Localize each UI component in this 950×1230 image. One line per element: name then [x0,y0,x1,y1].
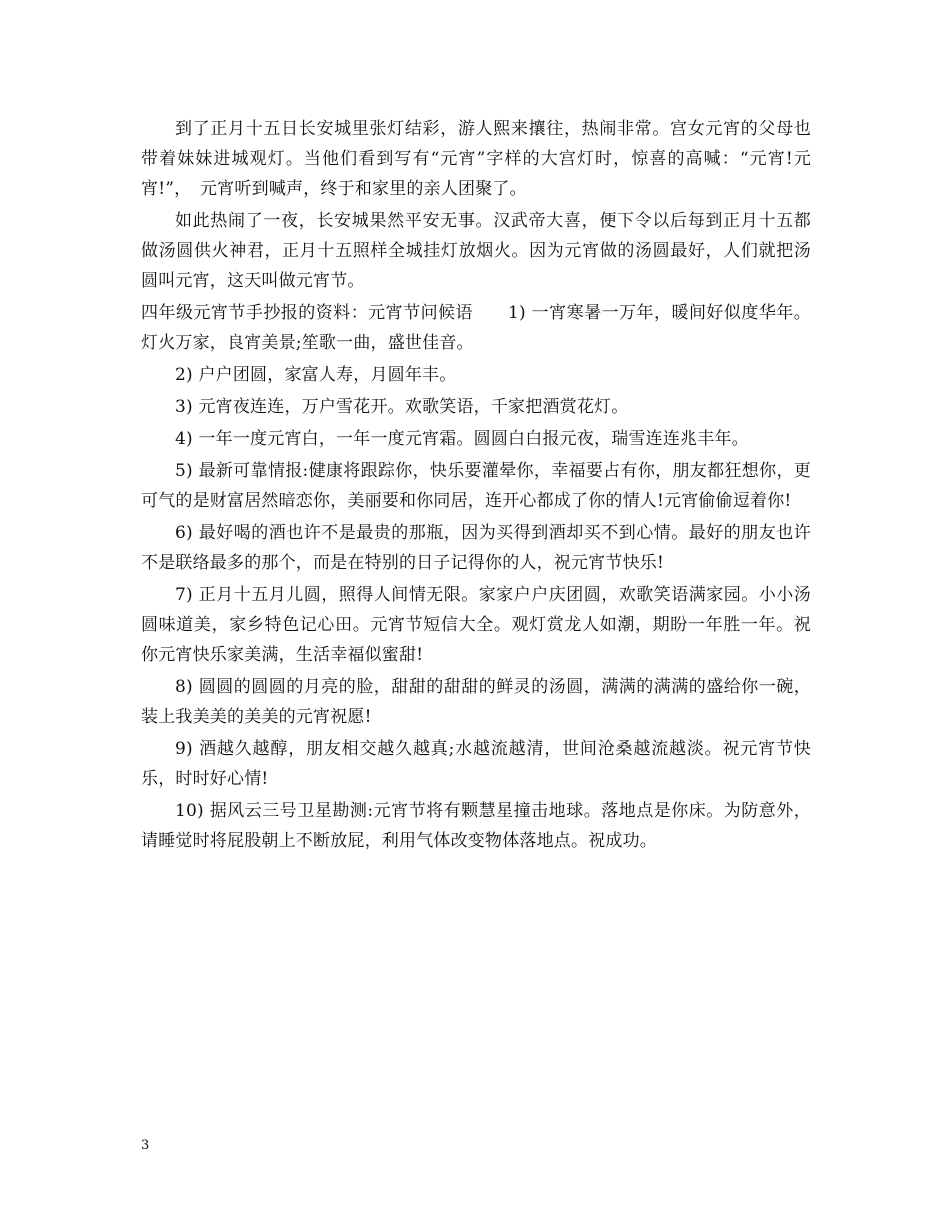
document-body [141,114,811,858]
paragraph-7: 5) 最新可靠情报:健康将跟踪你，快乐要灌晕你，幸福要占有你，朋友都狂想你，更可气的是财富居然暗恋你，美丽要和你同居，连开心都成了你的情人!元宵偷偷逗着你! [141,461,811,511]
paragraph-10: 8) 圆圆的圆圆的月亮的脸，甜甜的甜甜的鲜灵的汤圆，满满的满满的盛给你一碗，装上我美美的美美的元宵祝愿! [141,677,811,727]
paragraph-2: 如此热闹了一夜，长安城果然平安无事。汉武帝大喜，便下令以后每到正月十五都做汤圆供火神君，正月十五照样全城挂灯放烟火。因为元宵做的汤圆最好，人们就把汤圆叫元宵，这天叫做元宵节。 [141,211,811,291]
paragraph-6: 4) 一年一度元宵白，一年一度元宵霜。圆圆白白报元夜，瑞雪连连兆丰年。 [175,429,749,449]
paragraph-11: 9) 酒越久越醇，朋友相交越久越真;水越流越清，世间沧桑越流越淡。祝元宵节快乐，时时好心情! [141,739,811,789]
paragraph-3: 四年级元宵节手抄报的资料：元宵节问候语 1) 一宵寒暑一万年，暖间好似度华年。灯火万家，良宵美景;笙歌一曲，盛世佳音。 [141,303,811,353]
paragraph-9: 7) 正月十五月儿圆，照得人间情无限。家家户户庆团圆，欢歌笑语满家园。小小汤圆味道美，家乡特色记心田。元宵节短信大全。观灯赏龙人如潮，期盼一年胜一年。祝你元宵快乐家美满，生活幸福似蜜甜! [141,585,811,665]
page-number: 3 [141,1138,150,1153]
paragraph-8: 6) 最好喝的酒也许不是最贵的那瓶，因为买得到酒却买不到心情。最好的朋友也许不是联络最多的那个，而是在特别的日子记得你的人，祝元宵节快乐! [141,523,811,573]
paragraph-5: 3) 元宵夜连连，万户雪花开。欢歌笑语，千家把酒赏花灯。 [175,397,629,417]
paragraph-1: 到了正月十五日长安城里张灯结彩，游人熙来攘往，热闹非常。宫女元宵的父母也带着妹妹进城观灯。当他们看到写有“元宵”字样的大宫灯时，惊喜的高喊：“元宵!元宵!”， 元宵听到喊声，终于和家里的亲人团聚了。 [141,119,811,199]
paragraph-12: 10) 据风云三号卫星勘测:元宵节将有颗慧星撞击地球。落地点是你床。为防意外，请睡觉时将屁股朝上不断放屁，利用气体改变物体落地点。祝成功。 [141,801,811,851]
paragraph-4: 2) 户户团圆，家富人寿，月圆年丰。 [175,365,457,385]
